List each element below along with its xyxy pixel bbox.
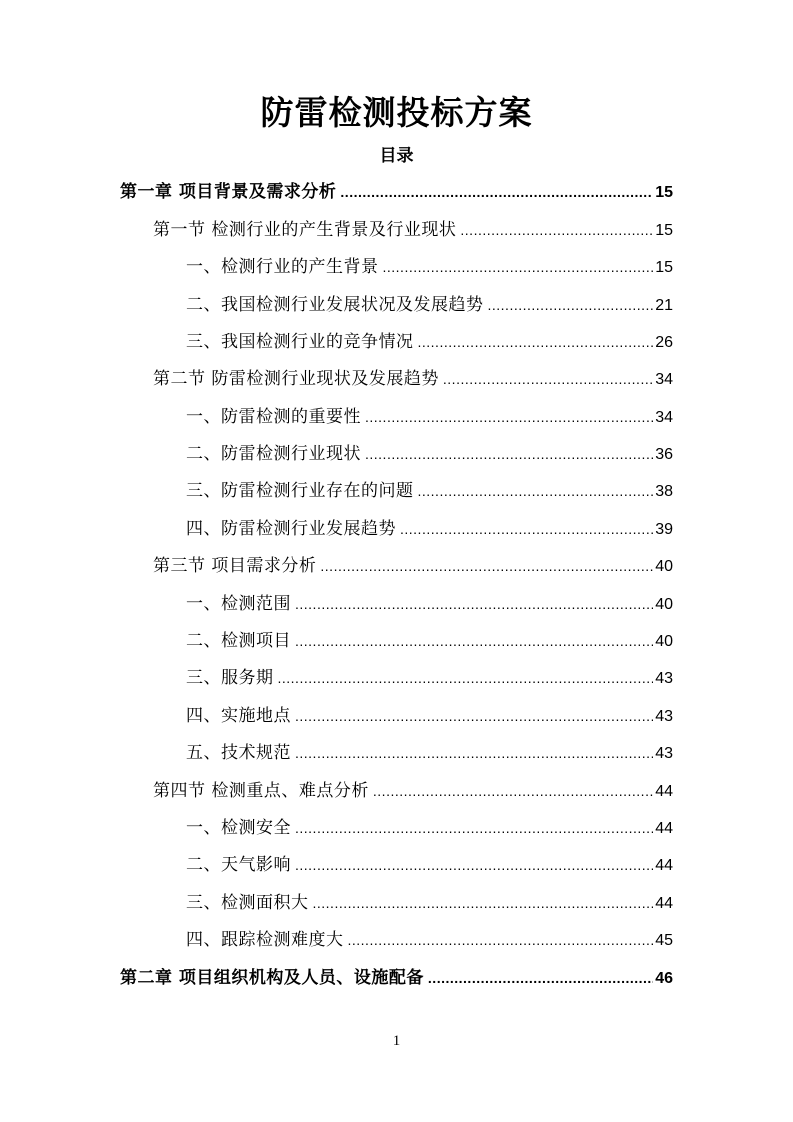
toc-entry-subsection[interactable] — [186, 253, 673, 281]
toc-entry-page: 36 — [655, 446, 673, 463]
toc-entry-chapter[interactable] — [120, 964, 673, 992]
toc-entry-label: 第三节 项目需求分析 — [153, 556, 317, 576]
toc-entry-page: 44 — [655, 895, 673, 912]
toc-entry-label: 三、防雷检测行业存在的问题 — [186, 481, 414, 501]
toc-entry-page: 40 — [655, 596, 673, 613]
toc-entry-page: 40 — [655, 633, 673, 650]
toc-entry-page: 34 — [655, 371, 673, 388]
toc-entry-subsection[interactable] — [186, 515, 673, 543]
toc-entry-label: 第二章 项目组织机构及人员、设施配备 — [120, 968, 424, 988]
toc-leader-dots — [418, 477, 654, 505]
toc-entry-label: 三、服务期 — [186, 668, 274, 688]
toc-leader-dots — [400, 515, 653, 543]
toc-leader-dots — [295, 739, 653, 767]
toc-leader-dots — [460, 216, 653, 244]
toc-entry-page: 15 — [655, 184, 673, 201]
toc-entry-page: 39 — [655, 521, 673, 538]
toc-entry-label: 五、技术规范 — [186, 743, 291, 763]
toc-entry-subsection[interactable] — [186, 403, 673, 431]
toc-leader-dots — [365, 440, 653, 468]
toc-leader-dots — [320, 552, 653, 580]
toc-entry-subsection[interactable] — [186, 739, 673, 767]
toc-leader-dots — [365, 403, 653, 431]
toc-entry-subsection[interactable] — [186, 477, 673, 505]
toc-entry-page: 15 — [655, 222, 673, 239]
toc-entry-page: 15 — [655, 259, 673, 276]
toc-entry-page: 44 — [655, 820, 673, 837]
toc-entry-section[interactable] — [153, 365, 673, 393]
toc-entry-page: 43 — [655, 708, 673, 725]
toc-entry-subsection[interactable] — [186, 328, 673, 356]
toc-entry-page: 45 — [655, 932, 673, 949]
toc-entry-label: 第一章 项目背景及需求分析 — [120, 182, 337, 202]
toc-entry-subsection[interactable] — [186, 440, 673, 468]
toc-leader-dots — [348, 926, 654, 954]
toc-entry-subsection[interactable] — [186, 627, 673, 655]
toc-leader-dots — [295, 702, 653, 730]
toc-entry-subsection[interactable] — [186, 851, 673, 879]
toc-entry-subsection[interactable] — [186, 291, 673, 319]
toc-entry-label: 二、我国检测行业发展状况及发展趋势 — [186, 295, 484, 315]
toc-entry-label: 三、检测面积大 — [186, 893, 309, 913]
toc-entry-label: 二、检测项目 — [186, 631, 291, 651]
toc-entry-page: 21 — [655, 297, 673, 314]
toc-leader-dots — [295, 851, 653, 879]
toc-entry-section[interactable] — [153, 216, 673, 244]
page-number: 1 — [392, 1033, 401, 1049]
toc-leader-dots — [383, 253, 654, 281]
toc-entry-chapter[interactable] — [120, 178, 673, 206]
toc-leader-dots — [278, 664, 654, 692]
toc-leader-dots — [313, 889, 654, 917]
toc-entry-page: 43 — [655, 745, 673, 762]
toc-leader-dots — [295, 590, 653, 618]
toc-entry-page: 44 — [655, 783, 673, 800]
toc-entry-page: 44 — [655, 857, 673, 874]
toc-entry-subsection[interactable] — [186, 814, 673, 842]
toc-leader-dots — [443, 365, 653, 393]
toc-entry-section[interactable] — [153, 777, 673, 805]
toc-entry-subsection[interactable] — [186, 889, 673, 917]
toc-entry-page: 26 — [655, 334, 673, 351]
toc-entry-label: 四、实施地点 — [186, 706, 291, 726]
toc-leader-dots — [295, 627, 653, 655]
toc-leader-dots — [418, 328, 654, 356]
toc-leader-dots — [428, 964, 653, 992]
toc-entry-subsection[interactable] — [186, 590, 673, 618]
toc-entry-label: 四、跟踪检测难度大 — [186, 930, 344, 950]
toc-entry-label: 三、我国检测行业的竞争情况 — [186, 332, 414, 352]
toc-entry-page: 38 — [655, 483, 673, 500]
toc-leader-dots — [488, 291, 654, 319]
toc-entry-page: 34 — [655, 409, 673, 426]
toc-leader-dots — [373, 777, 653, 805]
document-title: 防雷检测投标方案 — [260, 93, 533, 132]
toc-entry-subsection[interactable] — [186, 702, 673, 730]
toc-entry-label: 第一节 检测行业的产生背景及行业现状 — [153, 220, 457, 240]
toc-entry-page: 43 — [655, 670, 673, 687]
toc-leader-dots — [295, 814, 653, 842]
toc-entry-label: 第四节 检测重点、难点分析 — [153, 781, 369, 801]
toc-entry-subsection[interactable] — [186, 664, 673, 692]
toc-entry-section[interactable] — [153, 552, 673, 580]
toc-entry-label: 第二节 防雷检测行业现状及发展趋势 — [153, 369, 439, 389]
toc-entry-page: 40 — [655, 558, 673, 575]
toc-entry-label: 二、防雷检测行业现状 — [186, 444, 361, 464]
toc-entry-label: 一、检测行业的产生背景 — [186, 257, 379, 277]
toc-entry-label: 一、防雷检测的重要性 — [186, 407, 361, 427]
toc-entry-label: 一、检测安全 — [186, 818, 291, 838]
toc-leader-dots — [340, 178, 653, 206]
toc-entry-label: 二、天气影响 — [186, 855, 291, 875]
toc-heading: 目录 — [379, 146, 414, 166]
toc-entry-label: 四、防雷检测行业发展趋势 — [186, 519, 396, 539]
toc-entry-subsection[interactable] — [186, 926, 673, 954]
toc-entry-page: 46 — [655, 970, 673, 987]
toc-entry-label: 一、检测范围 — [186, 594, 291, 614]
